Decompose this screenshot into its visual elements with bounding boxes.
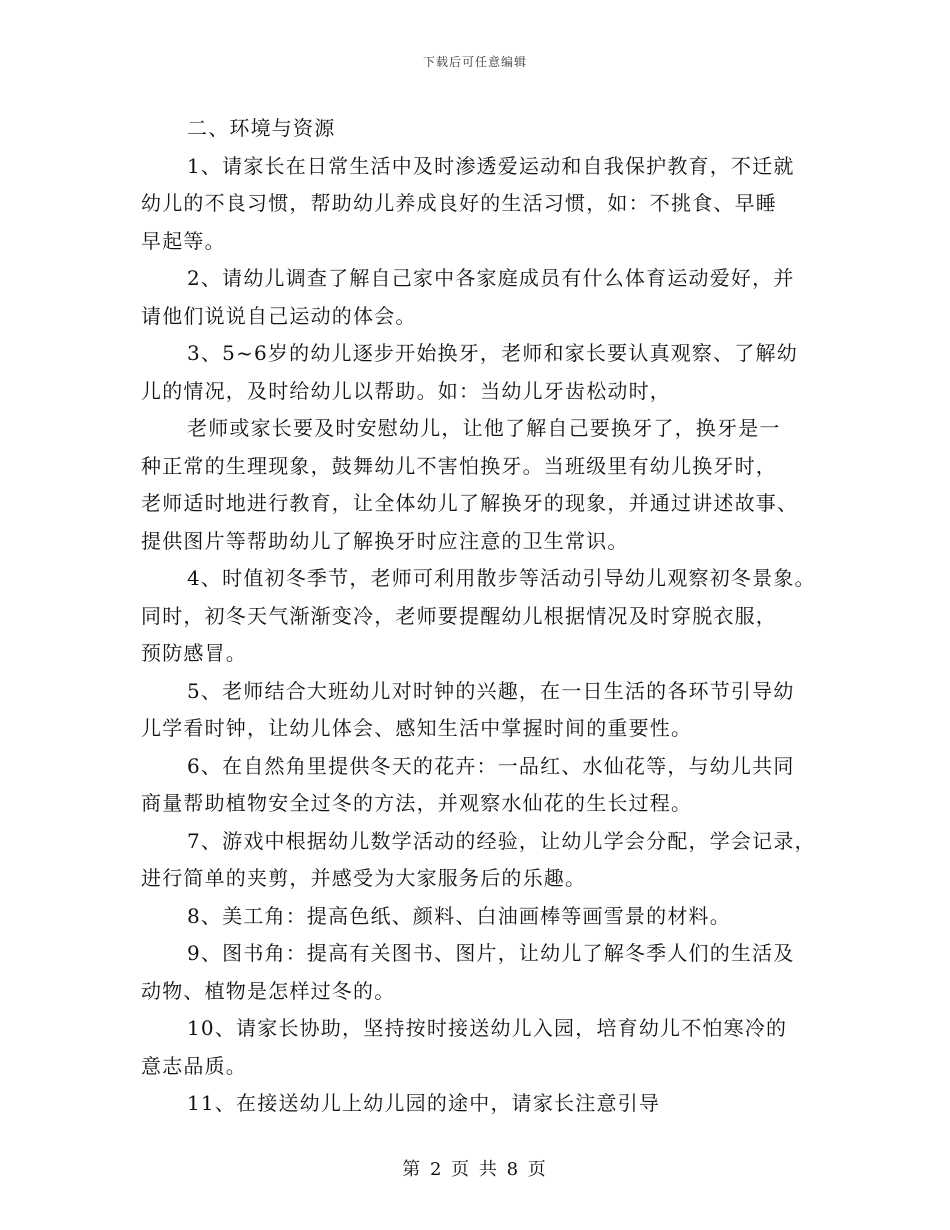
text-line: 3、5~6岁的幼儿逐步开始换牙，老师和家长要认真观察、了解幼 [187, 341, 798, 365]
text-line: 5、老师结合大班幼儿对时钟的兴趣，在一日生活的各环节引导幼 [187, 678, 795, 703]
text-line: 幼儿的不良习惯，帮助幼儿养成良好的生活习惯，如：不挑食、早睡 [141, 191, 777, 215]
text-line: 早起等。 [141, 228, 226, 253]
text-line: 二、环境与资源 [187, 116, 336, 140]
text-line: 进行简单的夹剪，并感受为大家服务后的乐趣。 [141, 866, 587, 890]
text-line: 1、请家长在日常生活中及时渗透爱运动和自我保护教育，不迁就 [187, 153, 795, 178]
text-line: 8、美工角：提高色纸、颜料、白油画棒等画雪景的材料。 [187, 903, 731, 928]
page-footer: 第 2 页 共 8 页 [402, 1159, 548, 1180]
text-line: 11、在接送幼儿上幼儿园的途中，请家长注意引导 [187, 1091, 661, 1115]
text-line: 9、图书角：提高有关图书、图片，让幼儿了解冬季人们的生活及 [187, 941, 795, 965]
text-line: 6、在自然角里提供冬天的花卉：一品红、水仙花等，与幼儿共同 [187, 753, 795, 778]
text-line: 同时，初冬天气渐渐变冷，老师要提醒幼儿根据情况及时穿脱衣服， [141, 603, 777, 628]
text-line: 预防感冒。 [141, 641, 247, 665]
text-line: 商量帮助植物安全过冬的方法，并观察水仙花的生长过程。 [141, 791, 693, 815]
text-line: 老师适时地进行教育，让全体幼儿了解换牙的现象，并通过讲述故事、 [141, 491, 799, 515]
text-line: 4、时值初冬季节，老师可利用散步等活动引导幼儿观察初冬景象。 [187, 566, 816, 590]
text-line: 10、请家长协助，坚持按时接送幼儿入园，培育幼儿不怕寒冷的 [187, 1016, 788, 1040]
text-line: 2、请幼儿调查了解自己家中各家庭成员有什么体育运动爱好，并 [187, 266, 795, 290]
text-line: 种正常的生理现象，鼓舞幼儿不害怕换牙。当班级里有幼儿换牙时， [141, 453, 777, 478]
text-line: 意志品质。 [141, 1053, 247, 1078]
text-line: 老师或家长要及时安慰幼儿，让他了解自己要换牙了，换牙是一 [187, 416, 781, 440]
text-line: 儿的情况，及时给幼儿以帮助。如：当幼儿牙齿松动时， [141, 378, 671, 403]
text-line: 请他们说说自己运动的体会。 [141, 303, 417, 328]
document-body [141, 110, 821, 1123]
text-line: 提供图片等帮助幼儿了解换牙时应注意的卫生常识。 [141, 528, 629, 553]
text-line: 动物、植物是怎样过冬的。 [141, 978, 396, 1003]
page-header: 下载后可任意编辑 [422, 55, 527, 69]
text-line: 儿学看时钟，让幼儿体会、感知生活中掌握时间的重要性。 [141, 716, 693, 740]
text-line: 7、游戏中根据幼儿数学活动的经验，让幼儿学会分配，学会记录， [187, 828, 816, 853]
